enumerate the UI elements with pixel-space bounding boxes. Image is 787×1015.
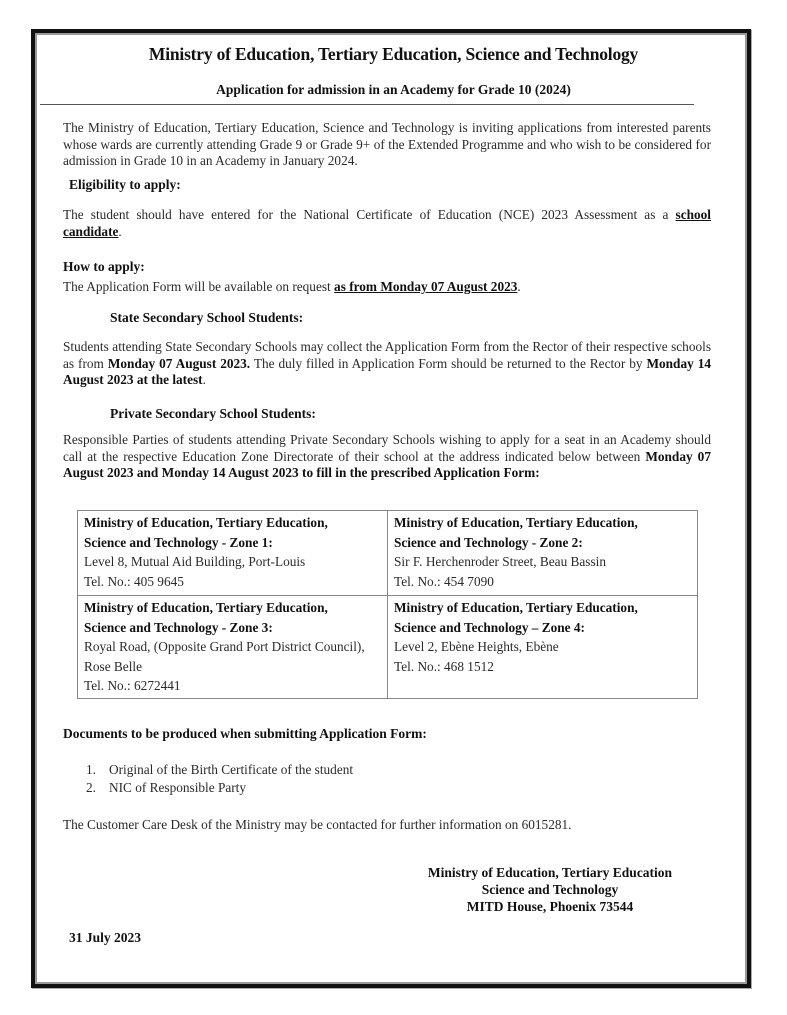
zone-name: Science and Technology - Zone 3: bbox=[84, 619, 273, 635]
subtitle-divider bbox=[40, 104, 694, 105]
state-schools-text-2: The duly filled in Application Form should be returned to the Rector by bbox=[250, 355, 647, 371]
how-to-apply-end: . bbox=[517, 279, 521, 294]
zone-address: Royal Road, (Opposite Grand Port District Council), bbox=[84, 639, 365, 654]
zone-name: Ministry of Education, Tertiary Education, bbox=[84, 515, 328, 530]
list-item bbox=[86, 779, 353, 797]
eligibility-emphasis: school candidate bbox=[63, 207, 711, 239]
table-row bbox=[78, 596, 698, 699]
zone-address: Level 8, Mutual Aid Building, Port-Louis bbox=[84, 554, 306, 569]
zone-name: Science and Technology - Zone 1: bbox=[84, 534, 273, 550]
document-date: 31 July 2023 bbox=[69, 930, 142, 945]
state-schools-text-1: Students attending State Secondary Schools may collect the Application Form from the Rector of their respective schools as from bbox=[63, 339, 711, 371]
signature-line: Science and Technology bbox=[481, 882, 619, 897]
zone-telephone: Tel. No.: 468 1512 bbox=[394, 658, 494, 674]
zone-name: Ministry of Education, Tertiary Education, bbox=[84, 600, 328, 615]
contact-paragraph: The Customer Care Desk of the Ministry may be contacted for further information on 6015281. bbox=[63, 817, 572, 832]
private-schools-text: Responsible Parties of students attending Private Secondary Schools wishing to apply for a seat in an Academy should call at the respective Education Zone Directorate of their school at the address indicated below between bbox=[63, 432, 711, 464]
zone-4-cell bbox=[388, 596, 698, 699]
signature-block bbox=[400, 864, 700, 915]
table-row bbox=[78, 511, 698, 596]
eligibility-paragraph bbox=[63, 207, 711, 240]
signature-line: MITD House, Phoenix 73544 bbox=[466, 899, 634, 914]
zone-3-cell bbox=[78, 596, 388, 699]
documents-heading: Documents to be produced when submitting Application Form: bbox=[63, 726, 427, 741]
list-number: 1. bbox=[86, 762, 96, 777]
eligibility-end: . bbox=[118, 223, 122, 239]
how-to-apply-heading: How to apply: bbox=[63, 259, 145, 274]
intro-paragraph: The Ministry of Education, Tertiary Education, Science and Technology is inviting applications from interested parents whose wards are currently attending Grade 9 or Grade 9+ of the Extended Programme and who wish to be considered for admission in Grade 10 in an Academy in January 2024. bbox=[63, 120, 711, 169]
how-to-apply-emphasis: as from Monday 07 August 2023 bbox=[334, 279, 518, 294]
state-schools-paragraph bbox=[63, 339, 711, 389]
eligibility-heading: Eligibility to apply: bbox=[69, 177, 181, 192]
how-to-apply-paragraph bbox=[63, 279, 711, 296]
list-item bbox=[86, 761, 353, 779]
zone-address: Level 2, Ebène Heights, Ebène bbox=[394, 639, 559, 654]
zone-telephone: Tel. No.: 454 7090 bbox=[394, 573, 494, 589]
zone-directorates-table bbox=[77, 510, 698, 699]
zone-name: Ministry of Education, Tertiary Education, bbox=[394, 515, 638, 530]
list-text: NIC of Responsible Party bbox=[109, 779, 247, 795]
zone-name: Ministry of Education, Tertiary Education, bbox=[394, 600, 638, 615]
how-to-apply-text: The Application Form will be available on request bbox=[63, 279, 335, 294]
zone-address: Rose Belle bbox=[84, 658, 142, 674]
signature-line: Ministry of Education, Tertiary Education bbox=[427, 865, 673, 880]
private-schools-paragraph bbox=[63, 432, 711, 482]
zone-telephone: Tel. No.: 6272441 bbox=[84, 678, 181, 693]
private-schools-dates: Monday 07 August 2023 and Monday 14 August 2023 to fill in the prescribed Application Form: bbox=[63, 448, 711, 481]
document-border bbox=[31, 29, 751, 988]
document-title: Ministry of Education, Tertiary Education, Science and Technology bbox=[148, 44, 639, 64]
state-schools-heading: State Secondary School Students: bbox=[110, 310, 304, 325]
documents-list bbox=[86, 761, 353, 796]
zone-name: Science and Technology – Zone 4: bbox=[394, 619, 585, 635]
zone-2-cell bbox=[388, 511, 698, 596]
state-schools-date-2: Monday 14 August 2023 at the latest bbox=[63, 355, 711, 388]
state-schools-date-1: Monday 07 August 2023. bbox=[107, 355, 251, 371]
list-number: 2. bbox=[86, 779, 96, 795]
private-schools-heading: Private Secondary School Students: bbox=[110, 406, 316, 421]
zone-telephone: Tel. No.: 405 9645 bbox=[84, 573, 184, 589]
document-subtitle: Application for admission in an Academy for Grade 10 (2024) bbox=[216, 82, 571, 97]
list-text: Original of the Birth Certificate of the student bbox=[109, 762, 354, 777]
zone-name: Science and Technology - Zone 2: bbox=[394, 534, 583, 550]
state-schools-end: . bbox=[202, 372, 206, 388]
zone-1-cell bbox=[78, 511, 388, 596]
eligibility-text: The student should have entered for the National Certificate of Education (NCE) 2023 Assessment as a bbox=[63, 207, 676, 222]
zone-address: Sir F. Herchenroder Street, Beau Bassin bbox=[394, 554, 607, 569]
